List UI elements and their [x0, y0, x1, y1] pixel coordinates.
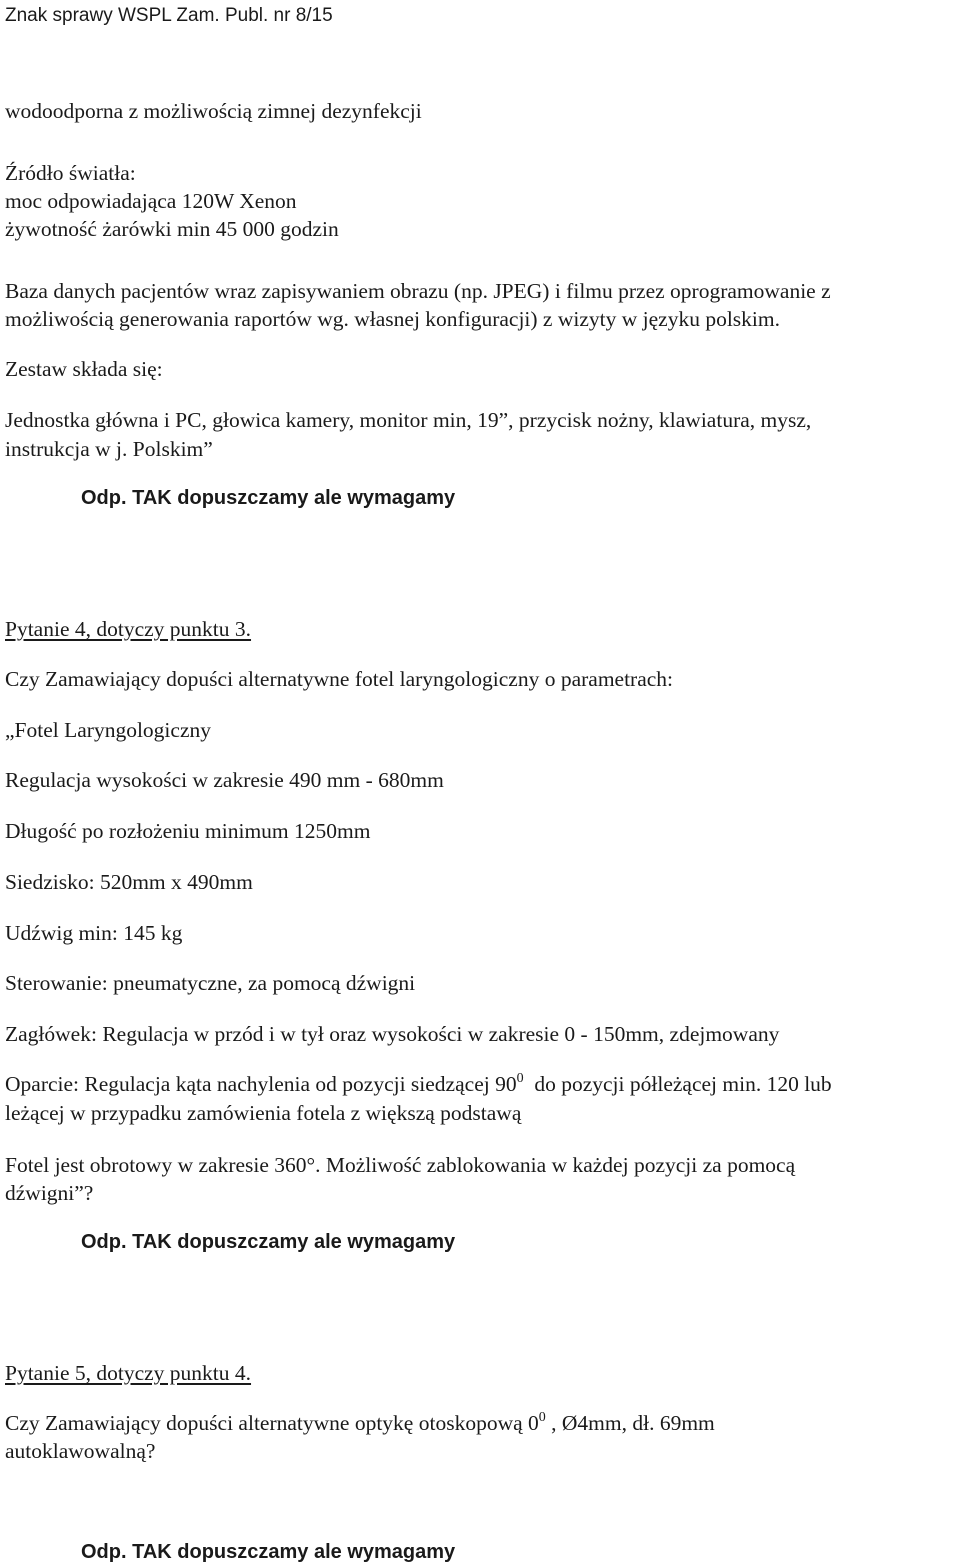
- optics-text-a: Czy Zamawiający dopuści alternatywne optykę otoskopową 0: [5, 1411, 539, 1435]
- chair-name: „Fotel Laryngologiczny: [5, 718, 211, 742]
- question-4-intro: Czy Zamawiający dopuści alternatywne fotel laryngologiczny o parametrach:: [5, 667, 674, 691]
- optics-text-b: , Ø4mm, dł. 69mm: [545, 1411, 715, 1435]
- backrest-text-a: Oparcie: Regulacja kąta nachylenia od pozycji siedzącej 90: [5, 1072, 517, 1096]
- light-source-title: Źródło światła:: [5, 161, 136, 185]
- question-5-line-2: autoklawowalną?: [5, 1439, 156, 1463]
- chair-backrest-line-1: [5, 1071, 832, 1097]
- set-line-2: instrukcja w j. Polskim”: [5, 437, 213, 461]
- database-line-1: Baza danych pacjentów wraz zapisywaniem obrazu (np. JPEG) i filmu przez oprogramowanie z: [5, 279, 831, 303]
- waterproof-line: wodoodporna z możliwością zimnej dezynfekcji: [5, 99, 422, 123]
- chair-seat: Siedzisko: 520mm x 490mm: [5, 870, 253, 894]
- chair-capacity: Udźwig min: 145 kg: [5, 921, 183, 945]
- chair-headrest: Zagłówek: Regulacja w przód i w tył oraz wysokości w zakresie 0 - 150mm, zdejmowany: [5, 1022, 780, 1046]
- backrest-text-b: do pozycji półleżącej min. 120 lub: [523, 1072, 832, 1096]
- question-5-heading: Pytanie 5, dotyczy punktu 4.: [5, 1361, 252, 1385]
- question-5-line-1: [5, 1410, 715, 1436]
- chair-rotation-line-2: dźwigni”?: [5, 1181, 94, 1205]
- chair-rotation-line-1: Fotel jest obrotowy w zakresie 360°. Możliwość zablokowania w każdej pozycji za pomocą: [5, 1153, 796, 1177]
- chair-length: Długość po rozłożeniu minimum 1250mm: [5, 819, 371, 843]
- chair-backrest-line-2: leżącej w przypadku zamówienia fotela z większą podstawą: [5, 1101, 522, 1125]
- degree-superscript: 0: [538, 1410, 546, 1425]
- chair-height: Regulacja wysokości w zakresie 490 mm - 680mm: [5, 768, 444, 792]
- answer-text: Odp. TAK dopuszczamy ale wymagamy: [81, 487, 456, 509]
- set-title: Zestaw składa się:: [5, 357, 163, 381]
- light-life-line: żywotność żarówki min 45 000 godzin: [5, 217, 339, 241]
- light-power-line: moc odpowiadająca 120W Xenon: [5, 189, 297, 213]
- answer-text: Odp. TAK dopuszczamy ale wymagamy: [81, 1231, 456, 1253]
- database-line-2: możliwością generowania raportów wg. własnej konfiguracji) z wizyty w języku polskim.: [5, 307, 780, 331]
- document-header: Znak sprawy WSPL Zam. Publ. nr 8/15: [5, 5, 333, 26]
- answer-text: Odp. TAK dopuszczamy ale wymagamy: [81, 1541, 456, 1563]
- chair-control: Sterowanie: pneumatyczne, za pomocą dźwigni: [5, 971, 416, 995]
- set-line-1: Jednostka główna i PC, głowica kamery, monitor min, 19”, przycisk nożny, klawiatura, mysz,: [5, 408, 812, 432]
- question-4-heading: Pytanie 4, dotyczy punktu 3.: [5, 617, 252, 641]
- degree-superscript: 0: [516, 1071, 524, 1086]
